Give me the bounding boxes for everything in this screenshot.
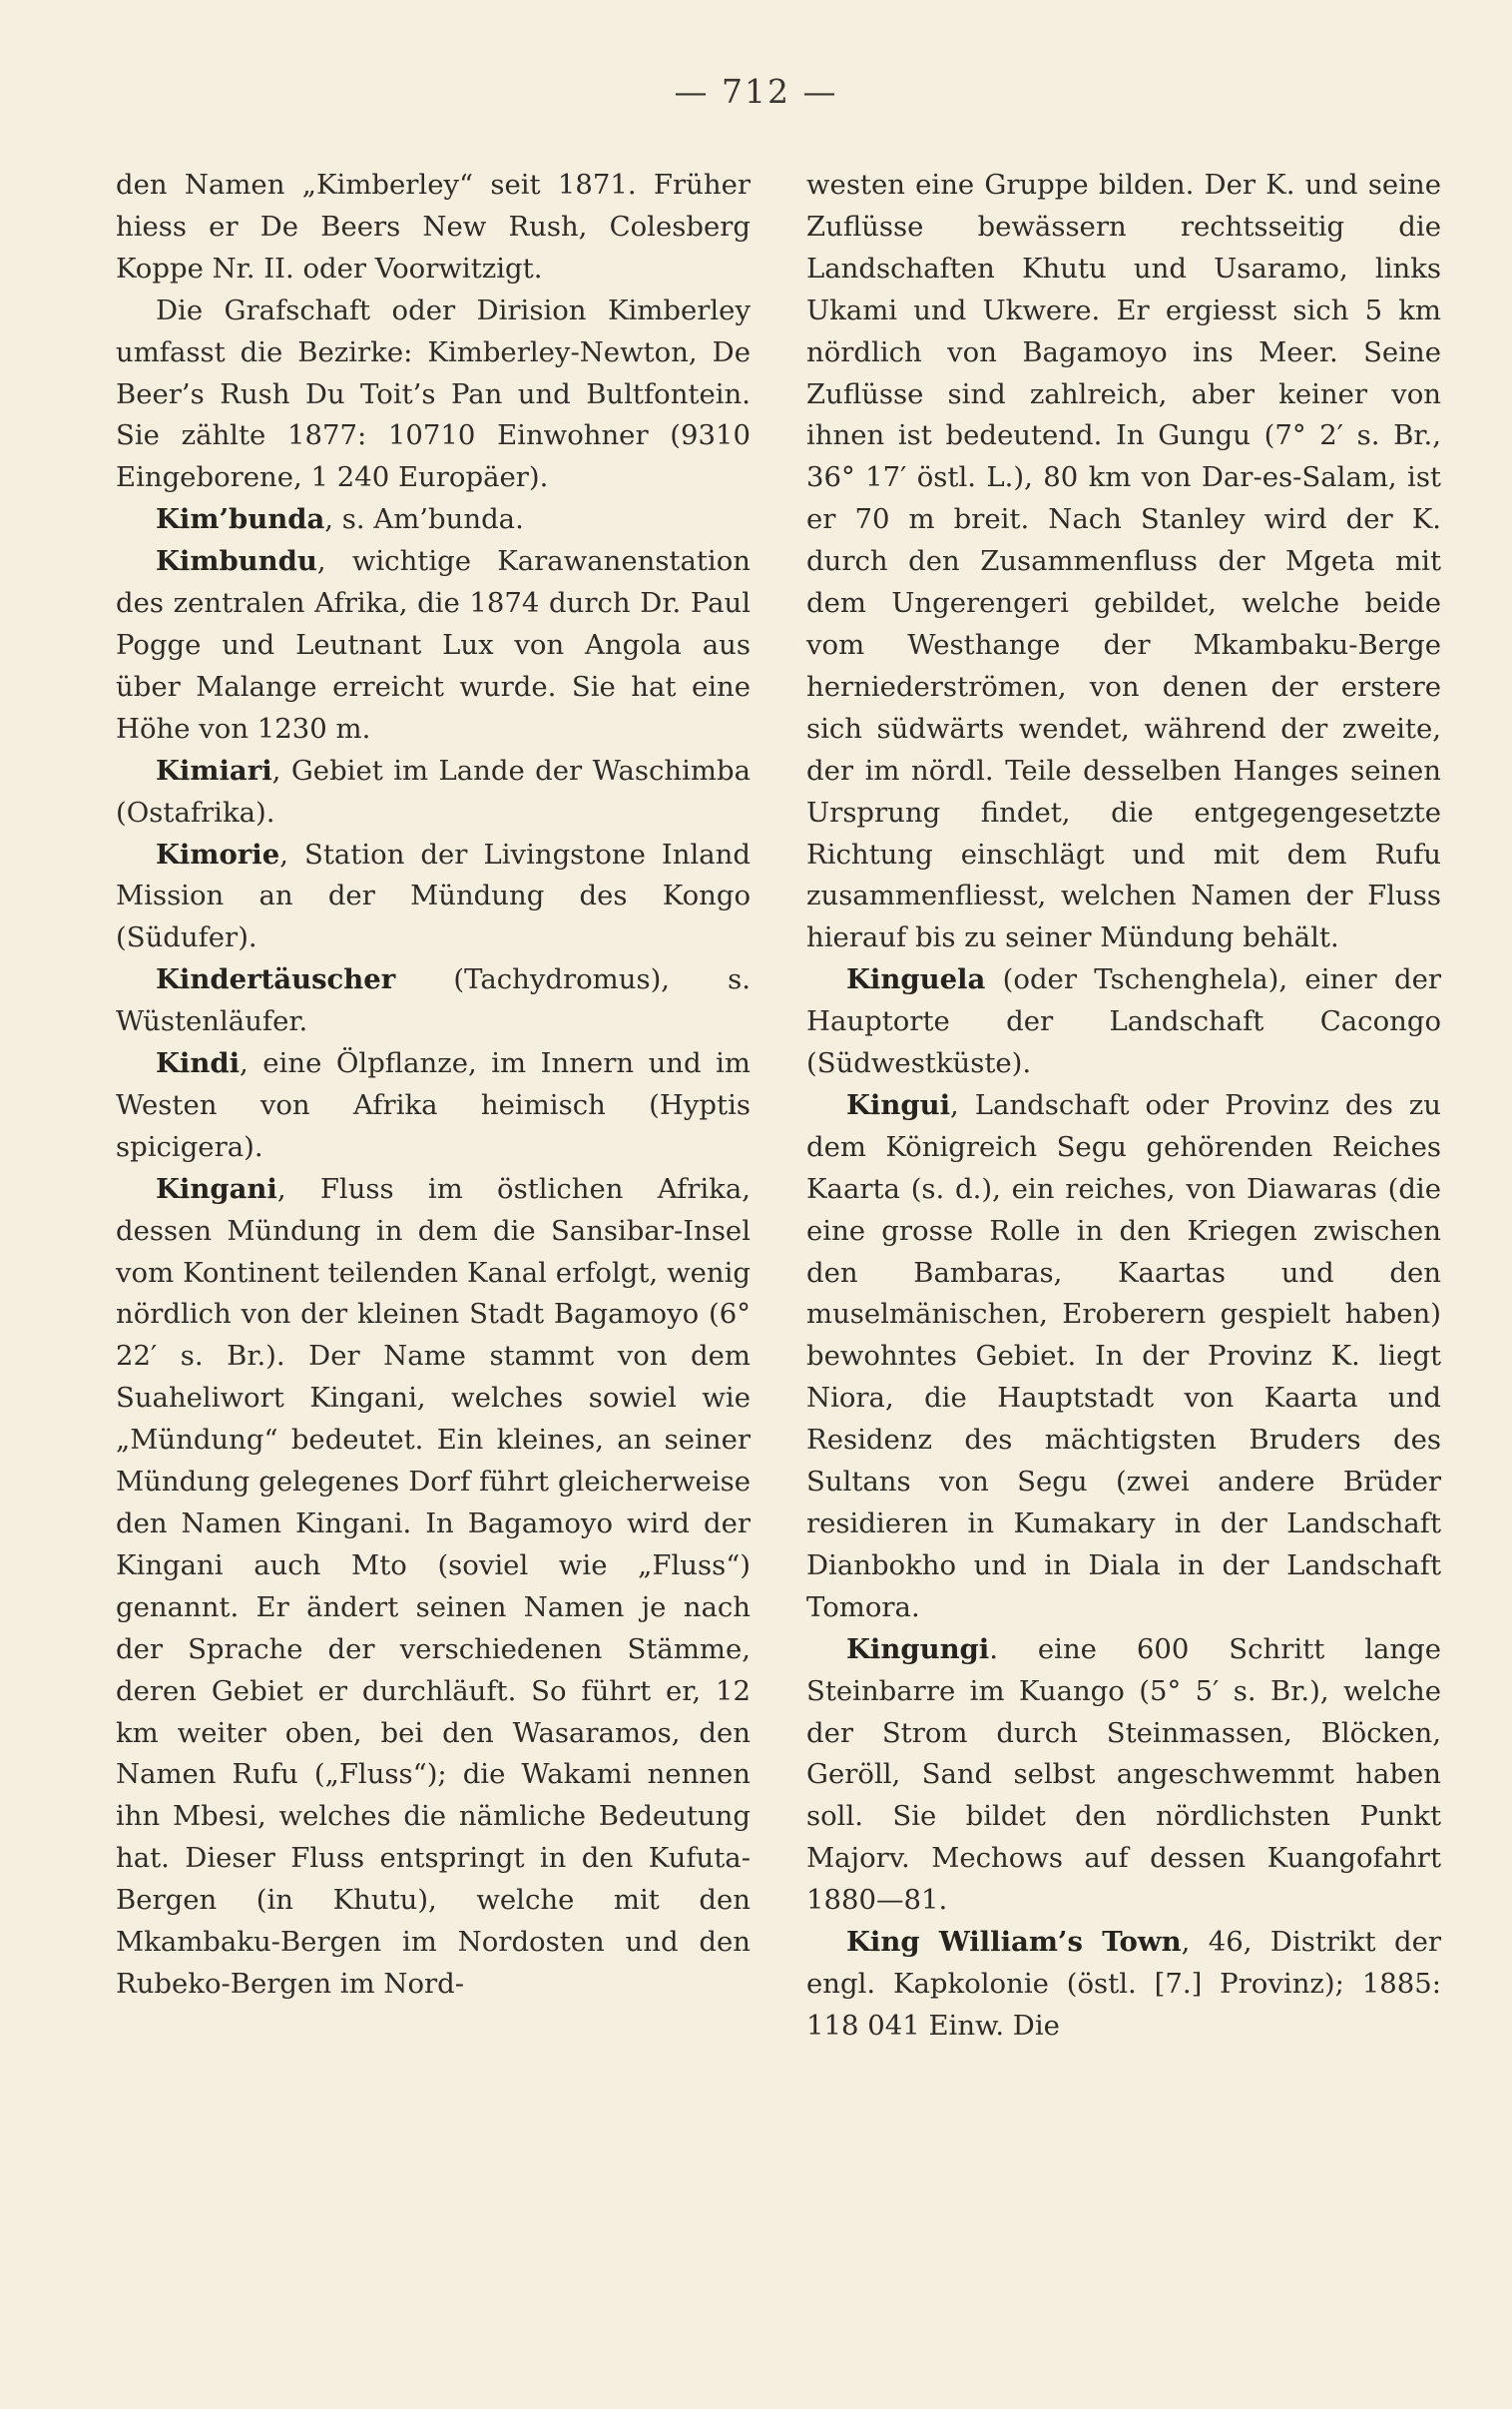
entry-text: Die Grafschaft oder Dirision Kimberley umfasst die Bezirke: Kimberley-Newton, De Beer’s Rush Du Toit’s Pan und Bultfontein. Sie zählte 1877: 10710 Einwohner (9310 Eingeborene, 1 240 Europäer). (116, 294, 751, 494)
entry-text: den Namen „Kimberley“ seit 1871. Früher hiess er De Beers New Rush, Colesberg Koppe Nr. II. oder Voorwitzigt. (116, 169, 751, 285)
entry (116, 835, 751, 960)
left-column (116, 165, 751, 2006)
entry (116, 291, 751, 500)
entry-headword: Kindi (156, 1047, 241, 1080)
entry-text: , Landschaft oder Provinz des zu dem Königreich Segu gehörenden Reiches Kaarta (s. d.), ein reiches, von Diawaras (die eine grosse Rolle in den Kriegen zwischen den Bambaras, Kaartas und den muselmänischen, Eroberern gespielt haben) bewohntes Gebiet. In der Provinz K. liegt Niora, die Hauptstadt von Kaarta und Residenz des mächtigsten Bruders des Sultans von Segu (zwei andere Brüder residieren in Kumakary in der Landschaft Dianbokho und in Diala in der Landschaft Tomora. (806, 1088, 1441, 1623)
entry-text: , wichtige Karawanenstation des zentralen Afrika, die 1874 durch Dr. Paul Pogge und Leutnant Lux von Angola aus über Malange erreicht wurde. Sie hat eine Höhe von 1230 m. (116, 545, 751, 745)
entry (116, 1169, 751, 2006)
entry-text: , s. Am’bunda. (324, 503, 524, 536)
entry (806, 1629, 1441, 1922)
entry-headword: Kimorie (156, 838, 280, 871)
entry (116, 751, 751, 835)
entry-text: , Gebiet im Lande der Waschimba (Ostafrika). (116, 754, 751, 829)
entry-text: (Tachydromus), s. Wüstenläufer. (116, 963, 751, 1038)
entry-text: , eine Ölpflanze, im Innern und im Westen von Afrika heimisch (Hyptis spicigera). (116, 1047, 751, 1163)
entry-headword: Kingungi (846, 1632, 990, 1665)
entry (806, 1085, 1441, 1629)
entry-headword: Kingani (156, 1172, 277, 1205)
entry (116, 499, 751, 541)
page-number: — 712 — (674, 72, 838, 111)
entry-headword: King William’s Town (846, 1926, 1182, 1959)
entry (116, 165, 751, 291)
entry (806, 165, 1441, 959)
entry-headword: Kimbundu (156, 545, 317, 578)
entry-text: , 46, Distrikt der engl. Kapkolonie (östl. [7.] Provinz); 1885: 118 041 Einw. Die (806, 1926, 1441, 2042)
entry (806, 959, 1441, 1085)
right-column (806, 165, 1441, 2048)
entry (116, 541, 751, 751)
entry (116, 1043, 751, 1169)
entry-text: westen eine Gruppe bilden. Der K. und seine Zuflüsse bewässern rechtsseitig die Landschaften Khutu und Usaramo, links Ukami und Ukwere. Er ergiesst sich 5 km nördlich von Bagamoyo ins Meer. Seine Zuflüsse sind zahlreich, aber keiner von ihnen ist bedeutend. In Gungu (7° 2′ s. Br., 36° 17′ östl. L.), 80 km von Dar-es-Salam, ist er 70 m breit. Nach Stanley wird der K. durch den Zusammenfluss der Mgeta mit dem Ungerengeri gebildet, welche beide vom Westhange der Mkambaku-Berge herniederströmen, von denen der erstere sich südwärts wendet, während der zweite, der im nördl. Teile desselben Hanges seinen Ursprung findet, die entgegengesetzte Richtung einschlägt und mit dem Rufu zusammenfliesst, welchen Namen der Fluss hierauf bis zu seiner Mündung behält. (806, 169, 1441, 954)
entry-text: . eine 600 Schritt lange Steinbarre im Kuango (5° 5′ s. Br.), welche der Strom durch Steinmassen, Blöcken, Geröll, Sand selbst angeschwemmt haben soll. Sie bildet den nördlichsten Punkt Majorv. Mechows auf dessen Kuangofahrt 1880—81. (806, 1632, 1441, 1917)
entry-text: , Station der Livingstone Inland Mission an der Mündung des Kongo (Südufer). (116, 838, 751, 954)
entry-text: , Fluss im östlichen Afrika, dessen Mündung in dem die Sansibar-Insel vom Kontinent teilenden Kanal erfolgt, wenig nördlich von der kleinen Stadt Bagamoyo (6° 22′ s. Br.). Der Name stammt von dem Suaheliwort Kingani, welches sowiel wie „Mündung“ bedeutet. Ein kleines, an seiner Mündung gelegenes Dorf führt gleicherweise den Namen Kingani. In Bagamoyo wird der Kingani auch Mto (soviel wie „Fluss“) genannt. Er ändert seinen Namen je nach der Sprache der verschiedenen Stämme, deren Gebiet er durchläuft. So führt er, 12 km weiter oben, bei den Wasaramos, den Namen Rufu („Fluss“); die Wakami nennen ihn Mbesi, welches die nämliche Bedeutung hat. Dieser Fluss entspringt in den Kufuta-Bergen (in Khutu), welche mit den Mkambaku-Bergen im Nordosten und den Rubeko-Bergen im Nord- (116, 1172, 751, 2000)
entry-headword: Kimiari (156, 754, 272, 787)
entry-headword: Kim’bunda (156, 503, 325, 536)
entry-headword: Kinguela (846, 963, 986, 996)
entry (806, 1922, 1441, 2048)
entry-headword: Kindertäuscher (156, 963, 396, 996)
entry-headword: Kingui (846, 1088, 951, 1121)
entry-text: (oder Tschenghela), einer der Hauptorte der Landschaft Cacongo (Südwestküste). (806, 963, 1441, 1080)
entry (116, 959, 751, 1043)
